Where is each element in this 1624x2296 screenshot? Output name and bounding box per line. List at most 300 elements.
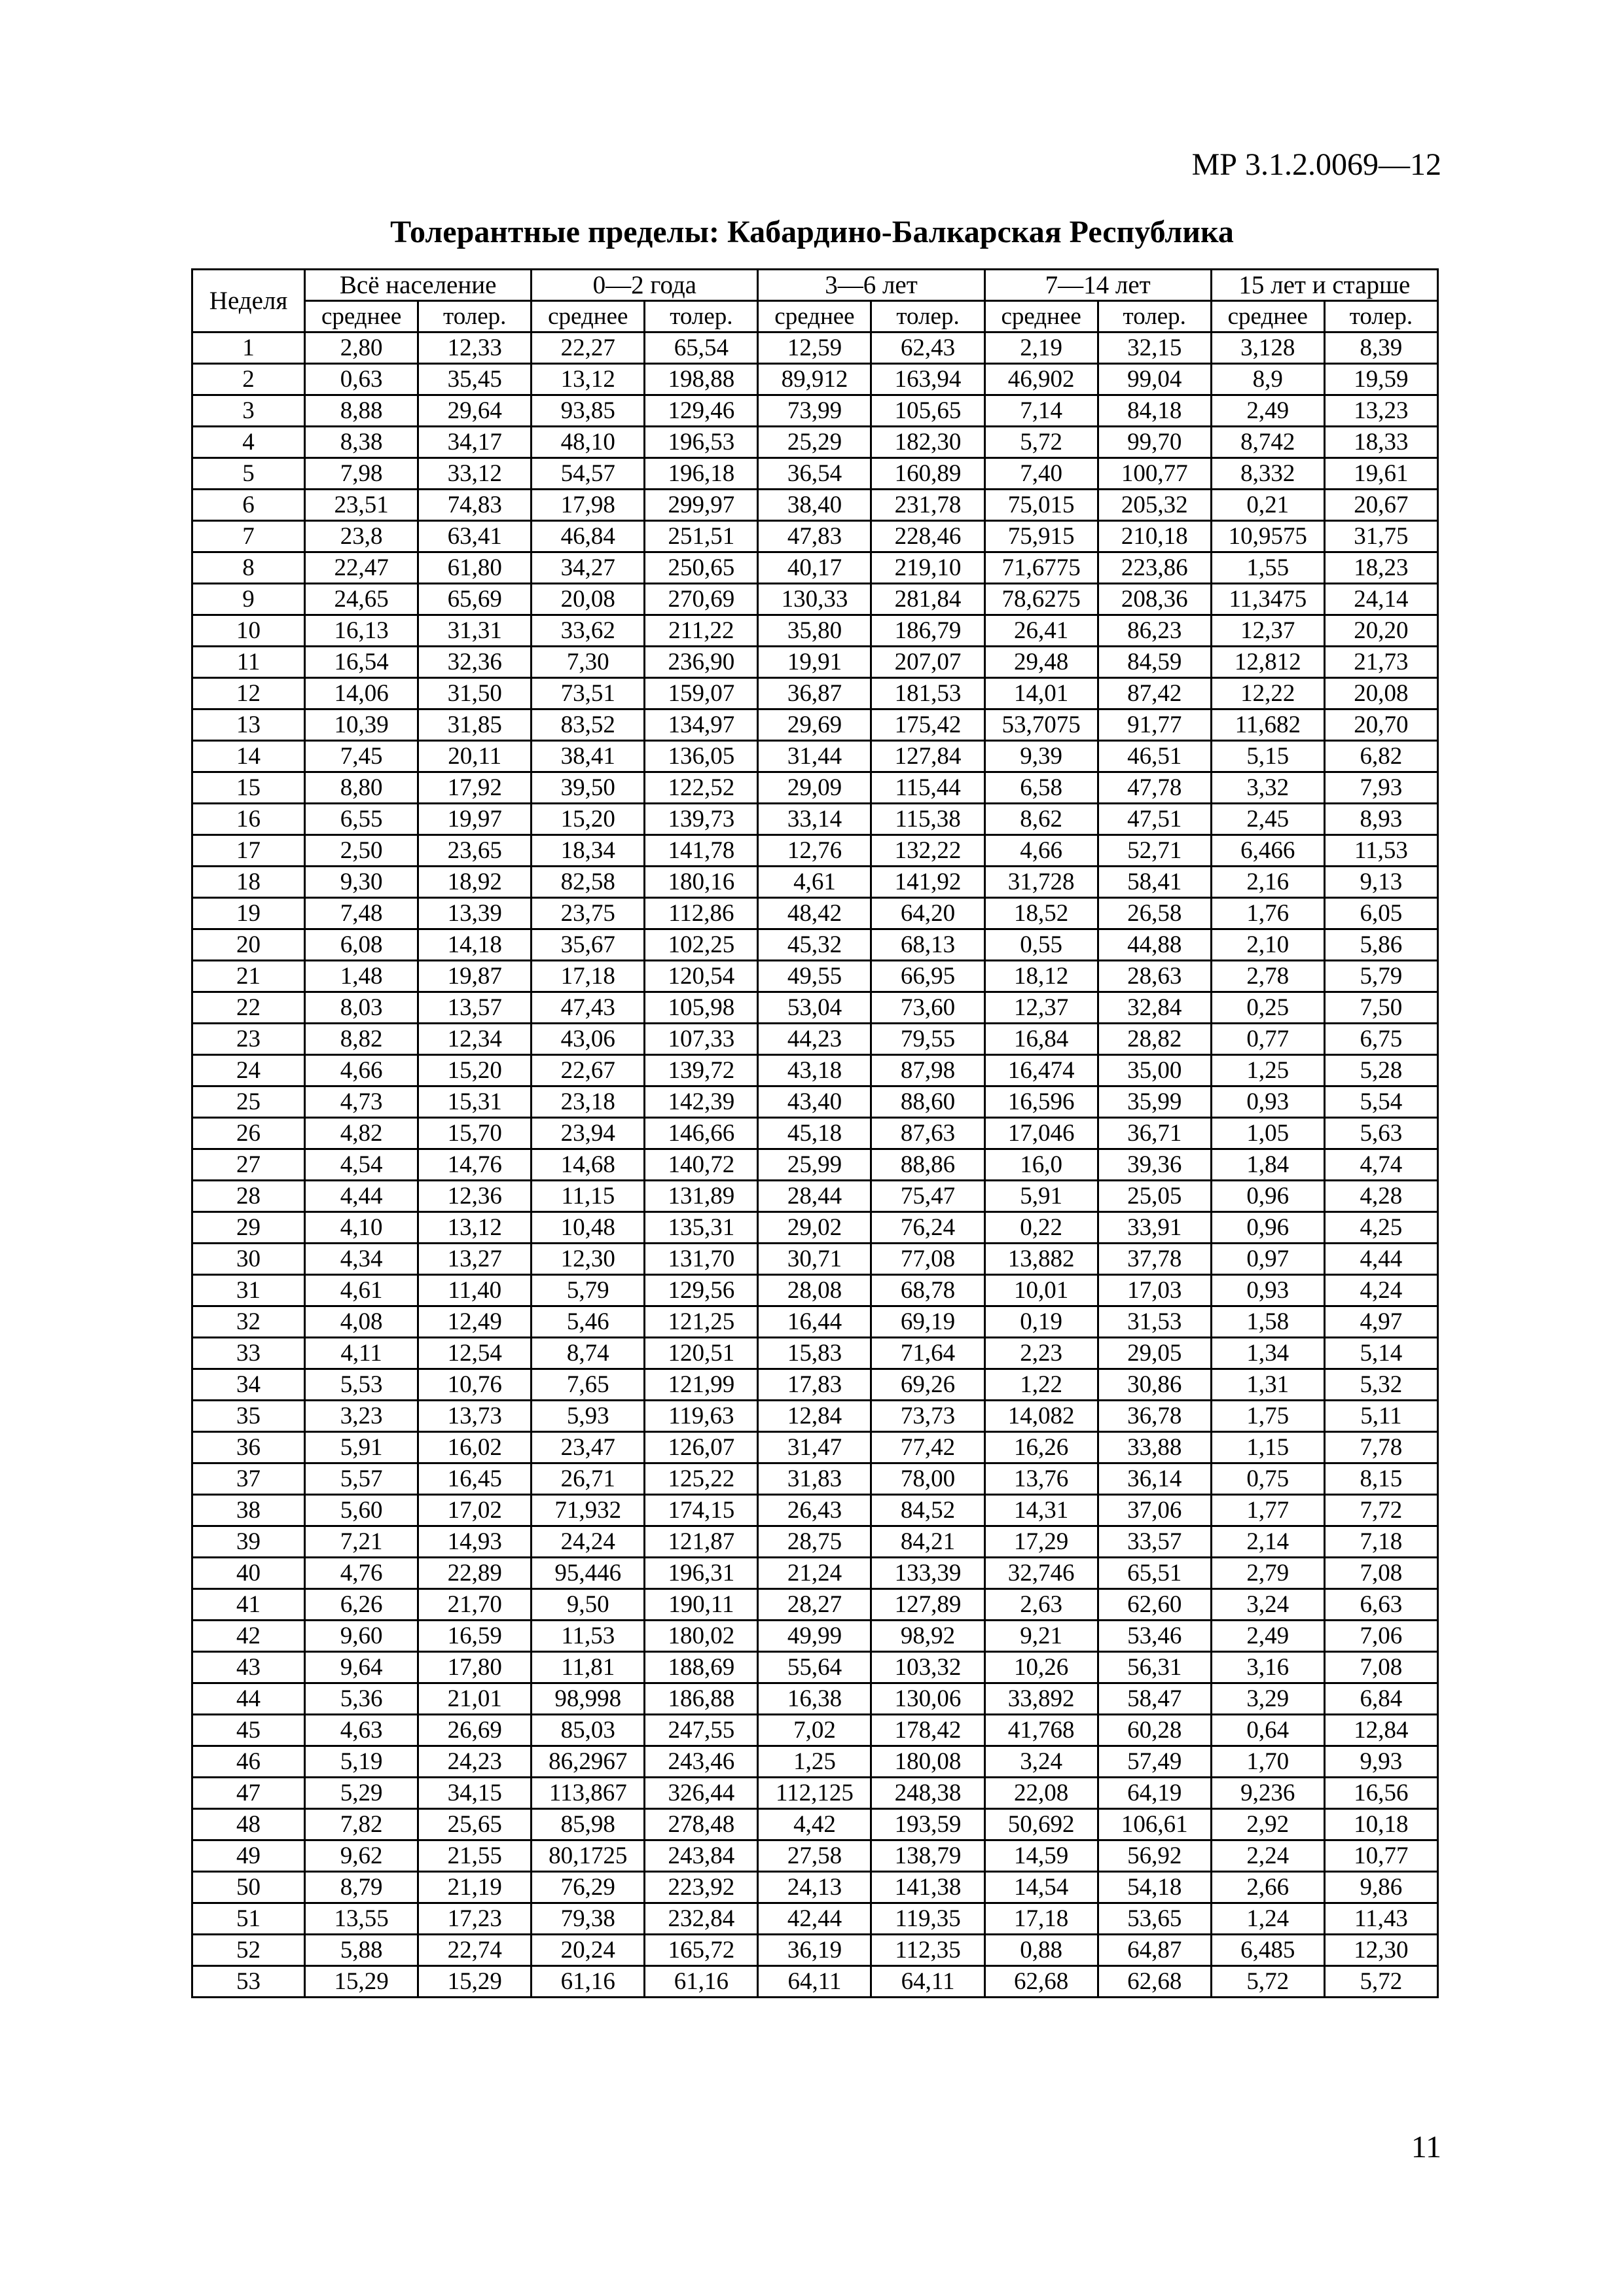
- value-cell: 46,51: [1098, 741, 1211, 772]
- value-cell: 0,21: [1211, 490, 1324, 521]
- value-cell: 43,18: [758, 1055, 871, 1086]
- value-cell: 5,36: [305, 1683, 418, 1715]
- value-cell: 7,21: [305, 1526, 418, 1558]
- value-cell: 13,57: [418, 992, 532, 1024]
- value-cell: 69,26: [871, 1369, 984, 1401]
- value-cell: 5,91: [984, 1181, 1098, 1212]
- value-cell: 1,77: [1211, 1495, 1324, 1526]
- value-cell: 73,99: [758, 395, 871, 427]
- value-cell: 86,23: [1098, 615, 1211, 647]
- value-cell: 270,69: [645, 584, 758, 615]
- table-row: [192, 1401, 1438, 1432]
- week-cell: 37: [192, 1463, 305, 1495]
- value-cell: 12,49: [418, 1306, 532, 1338]
- value-cell: 7,40: [984, 458, 1098, 490]
- value-cell: 15,70: [418, 1118, 532, 1149]
- week-cell: 6: [192, 490, 305, 521]
- value-cell: 1,24: [1211, 1903, 1324, 1935]
- value-cell: 64,20: [871, 898, 984, 929]
- value-cell: 10,18: [1324, 1809, 1437, 1840]
- value-cell: 32,84: [1098, 992, 1211, 1024]
- value-cell: 16,59: [418, 1621, 532, 1652]
- sub-header-tolerance: толер.: [418, 301, 532, 332]
- table-row: [192, 1212, 1438, 1244]
- value-cell: 21,01: [418, 1683, 532, 1715]
- value-cell: 243,46: [645, 1746, 758, 1778]
- table-row: [192, 804, 1438, 835]
- value-cell: 5,28: [1324, 1055, 1437, 1086]
- value-cell: 46,84: [532, 521, 645, 552]
- value-cell: 7,82: [305, 1809, 418, 1840]
- value-cell: 4,63: [305, 1715, 418, 1746]
- table-row: [192, 1275, 1438, 1306]
- value-cell: 47,51: [1098, 804, 1211, 835]
- value-cell: 89,912: [758, 364, 871, 395]
- value-cell: 138,79: [871, 1840, 984, 1872]
- value-cell: 0,55: [984, 929, 1098, 961]
- value-cell: 32,15: [1098, 332, 1211, 364]
- table-row: [192, 835, 1438, 867]
- value-cell: 100,77: [1098, 458, 1211, 490]
- value-cell: 14,76: [418, 1149, 532, 1181]
- group-header: 3—6 лет: [758, 270, 984, 301]
- value-cell: 17,03: [1098, 1275, 1211, 1306]
- value-cell: 20,08: [532, 584, 645, 615]
- value-cell: 74,83: [418, 490, 532, 521]
- value-cell: 9,13: [1324, 867, 1437, 898]
- value-cell: 93,85: [532, 395, 645, 427]
- value-cell: 12,34: [418, 1024, 532, 1055]
- value-cell: 71,6775: [984, 552, 1098, 584]
- value-cell: 17,23: [418, 1903, 532, 1935]
- table-row: [192, 1369, 1438, 1401]
- value-cell: 115,44: [871, 772, 984, 804]
- value-cell: 1,48: [305, 961, 418, 992]
- value-cell: 16,0: [984, 1149, 1098, 1181]
- week-cell: 31: [192, 1275, 305, 1306]
- value-cell: 18,52: [984, 898, 1098, 929]
- value-cell: 49,99: [758, 1621, 871, 1652]
- value-cell: 1,22: [984, 1369, 1098, 1401]
- value-cell: 11,15: [532, 1181, 645, 1212]
- value-cell: 5,46: [532, 1306, 645, 1338]
- value-cell: 207,07: [871, 647, 984, 678]
- table-row: [192, 1840, 1438, 1872]
- value-cell: 5,79: [532, 1275, 645, 1306]
- value-cell: 146,66: [645, 1118, 758, 1149]
- value-cell: 31,728: [984, 867, 1098, 898]
- value-cell: 23,8: [305, 521, 418, 552]
- value-cell: 231,78: [871, 490, 984, 521]
- value-cell: 20,24: [532, 1935, 645, 1966]
- value-cell: 43,40: [758, 1086, 871, 1118]
- value-cell: 68,13: [871, 929, 984, 961]
- week-cell: 45: [192, 1715, 305, 1746]
- value-cell: 7,14: [984, 395, 1098, 427]
- value-cell: 5,19: [305, 1746, 418, 1778]
- value-cell: 141,38: [871, 1872, 984, 1903]
- value-cell: 142,39: [645, 1086, 758, 1118]
- sub-header-mean: среднее: [1211, 301, 1324, 332]
- value-cell: 29,64: [418, 395, 532, 427]
- value-cell: 71,932: [532, 1495, 645, 1526]
- value-cell: 250,65: [645, 552, 758, 584]
- value-cell: 4,54: [305, 1149, 418, 1181]
- value-cell: 84,21: [871, 1526, 984, 1558]
- value-cell: 0,64: [1211, 1715, 1324, 1746]
- value-cell: 4,24: [1324, 1275, 1437, 1306]
- table-row: [192, 490, 1438, 521]
- value-cell: 178,42: [871, 1715, 984, 1746]
- week-cell: 39: [192, 1526, 305, 1558]
- value-cell: 84,52: [871, 1495, 984, 1526]
- week-cell: 8: [192, 552, 305, 584]
- value-cell: 113,867: [532, 1778, 645, 1809]
- table-body: [192, 332, 1438, 1998]
- table-row: [192, 1055, 1438, 1086]
- table-row: [192, 1652, 1438, 1683]
- value-cell: 21,55: [418, 1840, 532, 1872]
- value-cell: 12,33: [418, 332, 532, 364]
- value-cell: 11,3475: [1211, 584, 1324, 615]
- value-cell: 31,83: [758, 1463, 871, 1495]
- value-cell: 2,23: [984, 1338, 1098, 1369]
- value-cell: 23,51: [305, 490, 418, 521]
- value-cell: 243,84: [645, 1840, 758, 1872]
- week-cell: 7: [192, 521, 305, 552]
- value-cell: 33,57: [1098, 1526, 1211, 1558]
- value-cell: 1,25: [758, 1746, 871, 1778]
- value-cell: 38,40: [758, 490, 871, 521]
- value-cell: 10,26: [984, 1652, 1098, 1683]
- value-cell: 34,27: [532, 552, 645, 584]
- value-cell: 13,27: [418, 1244, 532, 1275]
- value-cell: 86,2967: [532, 1746, 645, 1778]
- value-cell: 21,24: [758, 1558, 871, 1589]
- value-cell: 19,97: [418, 804, 532, 835]
- table-row: [192, 647, 1438, 678]
- value-cell: 8,9: [1211, 364, 1324, 395]
- value-cell: 24,24: [532, 1526, 645, 1558]
- table-row: [192, 1024, 1438, 1055]
- week-cell: 21: [192, 961, 305, 992]
- week-cell: 51: [192, 1903, 305, 1935]
- value-cell: 281,84: [871, 584, 984, 615]
- value-cell: 62,60: [1098, 1589, 1211, 1621]
- value-cell: 4,97: [1324, 1306, 1437, 1338]
- value-cell: 0,93: [1211, 1275, 1324, 1306]
- value-cell: 1,25: [1211, 1055, 1324, 1086]
- week-cell: 19: [192, 898, 305, 929]
- value-cell: 31,31: [418, 615, 532, 647]
- value-cell: 75,915: [984, 521, 1098, 552]
- value-cell: 25,05: [1098, 1181, 1211, 1212]
- value-cell: 5,86: [1324, 929, 1437, 961]
- value-cell: 0,63: [305, 364, 418, 395]
- value-cell: 15,31: [418, 1086, 532, 1118]
- value-cell: 5,72: [1211, 1966, 1324, 1998]
- value-cell: 6,05: [1324, 898, 1437, 929]
- value-cell: 13,39: [418, 898, 532, 929]
- value-cell: 9,236: [1211, 1778, 1324, 1809]
- value-cell: 75,47: [871, 1181, 984, 1212]
- value-cell: 17,18: [984, 1903, 1098, 1935]
- value-cell: 33,88: [1098, 1432, 1211, 1463]
- table-row: [192, 992, 1438, 1024]
- value-cell: 13,76: [984, 1463, 1098, 1495]
- value-cell: 5,11: [1324, 1401, 1437, 1432]
- value-cell: 7,30: [532, 647, 645, 678]
- value-cell: 7,65: [532, 1369, 645, 1401]
- value-cell: 14,01: [984, 678, 1098, 709]
- value-cell: 12,37: [984, 992, 1098, 1024]
- value-cell: 11,682: [1211, 709, 1324, 741]
- value-cell: 139,73: [645, 804, 758, 835]
- value-cell: 50,692: [984, 1809, 1098, 1840]
- value-cell: 1,31: [1211, 1369, 1324, 1401]
- value-cell: 6,63: [1324, 1589, 1437, 1621]
- value-cell: 37,78: [1098, 1244, 1211, 1275]
- value-cell: 12,59: [758, 332, 871, 364]
- value-cell: 65,51: [1098, 1558, 1211, 1589]
- value-cell: 5,79: [1324, 961, 1437, 992]
- value-cell: 37,06: [1098, 1495, 1211, 1526]
- value-cell: 47,43: [532, 992, 645, 1024]
- value-cell: 34,17: [418, 427, 532, 458]
- value-cell: 46,902: [984, 364, 1098, 395]
- value-cell: 78,00: [871, 1463, 984, 1495]
- sub-header-row: [192, 301, 1438, 332]
- table-row: [192, 1495, 1438, 1526]
- week-cell: 5: [192, 458, 305, 490]
- value-cell: 45,32: [758, 929, 871, 961]
- value-cell: 196,18: [645, 458, 758, 490]
- table-row: [192, 458, 1438, 490]
- value-cell: 24,23: [418, 1746, 532, 1778]
- week-cell: 49: [192, 1840, 305, 1872]
- value-cell: 53,7075: [984, 709, 1098, 741]
- value-cell: 14,68: [532, 1149, 645, 1181]
- value-cell: 121,99: [645, 1369, 758, 1401]
- value-cell: 9,60: [305, 1621, 418, 1652]
- group-header-row: [192, 270, 1438, 301]
- value-cell: 62,43: [871, 332, 984, 364]
- value-cell: 17,02: [418, 1495, 532, 1526]
- sub-header-mean: среднее: [305, 301, 418, 332]
- value-cell: 7,02: [758, 1715, 871, 1746]
- value-cell: 84,59: [1098, 647, 1211, 678]
- value-cell: 278,48: [645, 1809, 758, 1840]
- value-cell: 73,73: [871, 1401, 984, 1432]
- value-cell: 8,332: [1211, 458, 1324, 490]
- table-row: [192, 1935, 1438, 1966]
- value-cell: 13,23: [1324, 395, 1437, 427]
- value-cell: 133,39: [871, 1558, 984, 1589]
- sub-header-mean: среднее: [984, 301, 1098, 332]
- value-cell: 15,20: [532, 804, 645, 835]
- value-cell: 12,54: [418, 1338, 532, 1369]
- value-cell: 7,50: [1324, 992, 1437, 1024]
- value-cell: 18,23: [1324, 552, 1437, 584]
- week-cell: 12: [192, 678, 305, 709]
- value-cell: 29,09: [758, 772, 871, 804]
- value-cell: 34,15: [418, 1778, 532, 1809]
- value-cell: 8,15: [1324, 1463, 1437, 1495]
- value-cell: 4,74: [1324, 1149, 1437, 1181]
- table-row: [192, 1149, 1438, 1181]
- value-cell: 1,75: [1211, 1401, 1324, 1432]
- value-cell: 2,66: [1211, 1872, 1324, 1903]
- value-cell: 163,94: [871, 364, 984, 395]
- value-cell: 3,16: [1211, 1652, 1324, 1683]
- week-cell: 34: [192, 1369, 305, 1401]
- value-cell: 165,72: [645, 1935, 758, 1966]
- value-cell: 13,12: [532, 364, 645, 395]
- value-cell: 1,05: [1211, 1118, 1324, 1149]
- value-cell: 6,485: [1211, 1935, 1324, 1966]
- group-header: 7—14 лет: [984, 270, 1211, 301]
- page-title: Толерантные пределы: Кабардино-Балкарская Республика: [390, 215, 1234, 249]
- sub-header-tolerance: толер.: [1098, 301, 1211, 332]
- value-cell: 28,44: [758, 1181, 871, 1212]
- value-cell: 186,88: [645, 1683, 758, 1715]
- value-cell: 20,67: [1324, 490, 1437, 521]
- value-cell: 103,32: [871, 1652, 984, 1683]
- value-cell: 223,92: [645, 1872, 758, 1903]
- value-cell: 31,53: [1098, 1306, 1211, 1338]
- table-row: [192, 1118, 1438, 1149]
- value-cell: 106,61: [1098, 1809, 1211, 1840]
- table-row: [192, 1746, 1438, 1778]
- week-cell: 13: [192, 709, 305, 741]
- value-cell: 2,50: [305, 835, 418, 867]
- value-cell: 219,10: [871, 552, 984, 584]
- value-cell: 9,39: [984, 741, 1098, 772]
- value-cell: 112,125: [758, 1778, 871, 1809]
- value-cell: 47,83: [758, 521, 871, 552]
- value-cell: 35,45: [418, 364, 532, 395]
- value-cell: 25,29: [758, 427, 871, 458]
- week-cell: 27: [192, 1149, 305, 1181]
- value-cell: 11,81: [532, 1652, 645, 1683]
- value-cell: 180,02: [645, 1621, 758, 1652]
- value-cell: 95,446: [532, 1558, 645, 1589]
- value-cell: 73,60: [871, 992, 984, 1024]
- week-cell: 30: [192, 1244, 305, 1275]
- value-cell: 6,82: [1324, 741, 1437, 772]
- table-row: [192, 1589, 1438, 1621]
- value-cell: 16,56: [1324, 1778, 1437, 1809]
- value-cell: 57,49: [1098, 1746, 1211, 1778]
- value-cell: 31,85: [418, 709, 532, 741]
- value-cell: 4,44: [305, 1181, 418, 1212]
- value-cell: 65,54: [645, 332, 758, 364]
- value-cell: 122,52: [645, 772, 758, 804]
- value-cell: 56,92: [1098, 1840, 1211, 1872]
- value-cell: 20,20: [1324, 615, 1437, 647]
- table-row: [192, 521, 1438, 552]
- value-cell: 3,24: [1211, 1589, 1324, 1621]
- value-cell: 13,882: [984, 1244, 1098, 1275]
- value-cell: 4,42: [758, 1809, 871, 1840]
- value-cell: 8,82: [305, 1024, 418, 1055]
- value-cell: 9,62: [305, 1840, 418, 1872]
- week-cell: 42: [192, 1621, 305, 1652]
- table-row: [192, 1306, 1438, 1338]
- table-row: [192, 615, 1438, 647]
- table-row: [192, 1683, 1438, 1715]
- value-cell: 16,44: [758, 1306, 871, 1338]
- value-cell: 2,49: [1211, 395, 1324, 427]
- value-cell: 41,768: [984, 1715, 1098, 1746]
- value-cell: 130,06: [871, 1683, 984, 1715]
- value-cell: 223,86: [1098, 552, 1211, 584]
- value-cell: 44,23: [758, 1024, 871, 1055]
- value-cell: 12,22: [1211, 678, 1324, 709]
- value-cell: 19,61: [1324, 458, 1437, 490]
- week-cell: 15: [192, 772, 305, 804]
- value-cell: 7,48: [305, 898, 418, 929]
- value-cell: 14,54: [984, 1872, 1098, 1903]
- table-row: [192, 395, 1438, 427]
- table-row: [192, 1809, 1438, 1840]
- value-cell: 205,32: [1098, 490, 1211, 521]
- value-cell: 8,80: [305, 772, 418, 804]
- value-cell: 31,50: [418, 678, 532, 709]
- value-cell: 33,892: [984, 1683, 1098, 1715]
- value-cell: 62,68: [1098, 1966, 1211, 1998]
- value-cell: 1,15: [1211, 1432, 1324, 1463]
- value-cell: 23,65: [418, 835, 532, 867]
- value-cell: 78,6275: [984, 584, 1098, 615]
- value-cell: 112,35: [871, 1935, 984, 1966]
- value-cell: 76,24: [871, 1212, 984, 1244]
- value-cell: 127,89: [871, 1589, 984, 1621]
- value-cell: 236,90: [645, 647, 758, 678]
- value-cell: 5,29: [305, 1778, 418, 1809]
- value-cell: 5,72: [984, 427, 1098, 458]
- value-cell: 75,015: [984, 490, 1098, 521]
- value-cell: 5,91: [305, 1432, 418, 1463]
- value-cell: 48,42: [758, 898, 871, 929]
- value-cell: 2,45: [1211, 804, 1324, 835]
- value-cell: 38,41: [532, 741, 645, 772]
- table-row: [192, 1621, 1438, 1652]
- group-header: 0—2 года: [532, 270, 758, 301]
- week-cell: 20: [192, 929, 305, 961]
- value-cell: 2,78: [1211, 961, 1324, 992]
- value-cell: 56,31: [1098, 1652, 1211, 1683]
- value-cell: 53,65: [1098, 1903, 1211, 1935]
- value-cell: 36,54: [758, 458, 871, 490]
- value-cell: 11,43: [1324, 1903, 1437, 1935]
- value-cell: 16,13: [305, 615, 418, 647]
- value-cell: 15,83: [758, 1338, 871, 1369]
- value-cell: 32,36: [418, 647, 532, 678]
- table-row: [192, 364, 1438, 395]
- value-cell: 87,42: [1098, 678, 1211, 709]
- value-cell: 1,76: [1211, 898, 1324, 929]
- value-cell: 11,40: [418, 1275, 532, 1306]
- value-cell: 2,92: [1211, 1809, 1324, 1840]
- value-cell: 79,55: [871, 1024, 984, 1055]
- value-cell: 5,93: [532, 1401, 645, 1432]
- value-cell: 23,18: [532, 1086, 645, 1118]
- value-cell: 160,89: [871, 458, 984, 490]
- value-cell: 14,31: [984, 1495, 1098, 1526]
- value-cell: 130,33: [758, 584, 871, 615]
- table-row: [192, 898, 1438, 929]
